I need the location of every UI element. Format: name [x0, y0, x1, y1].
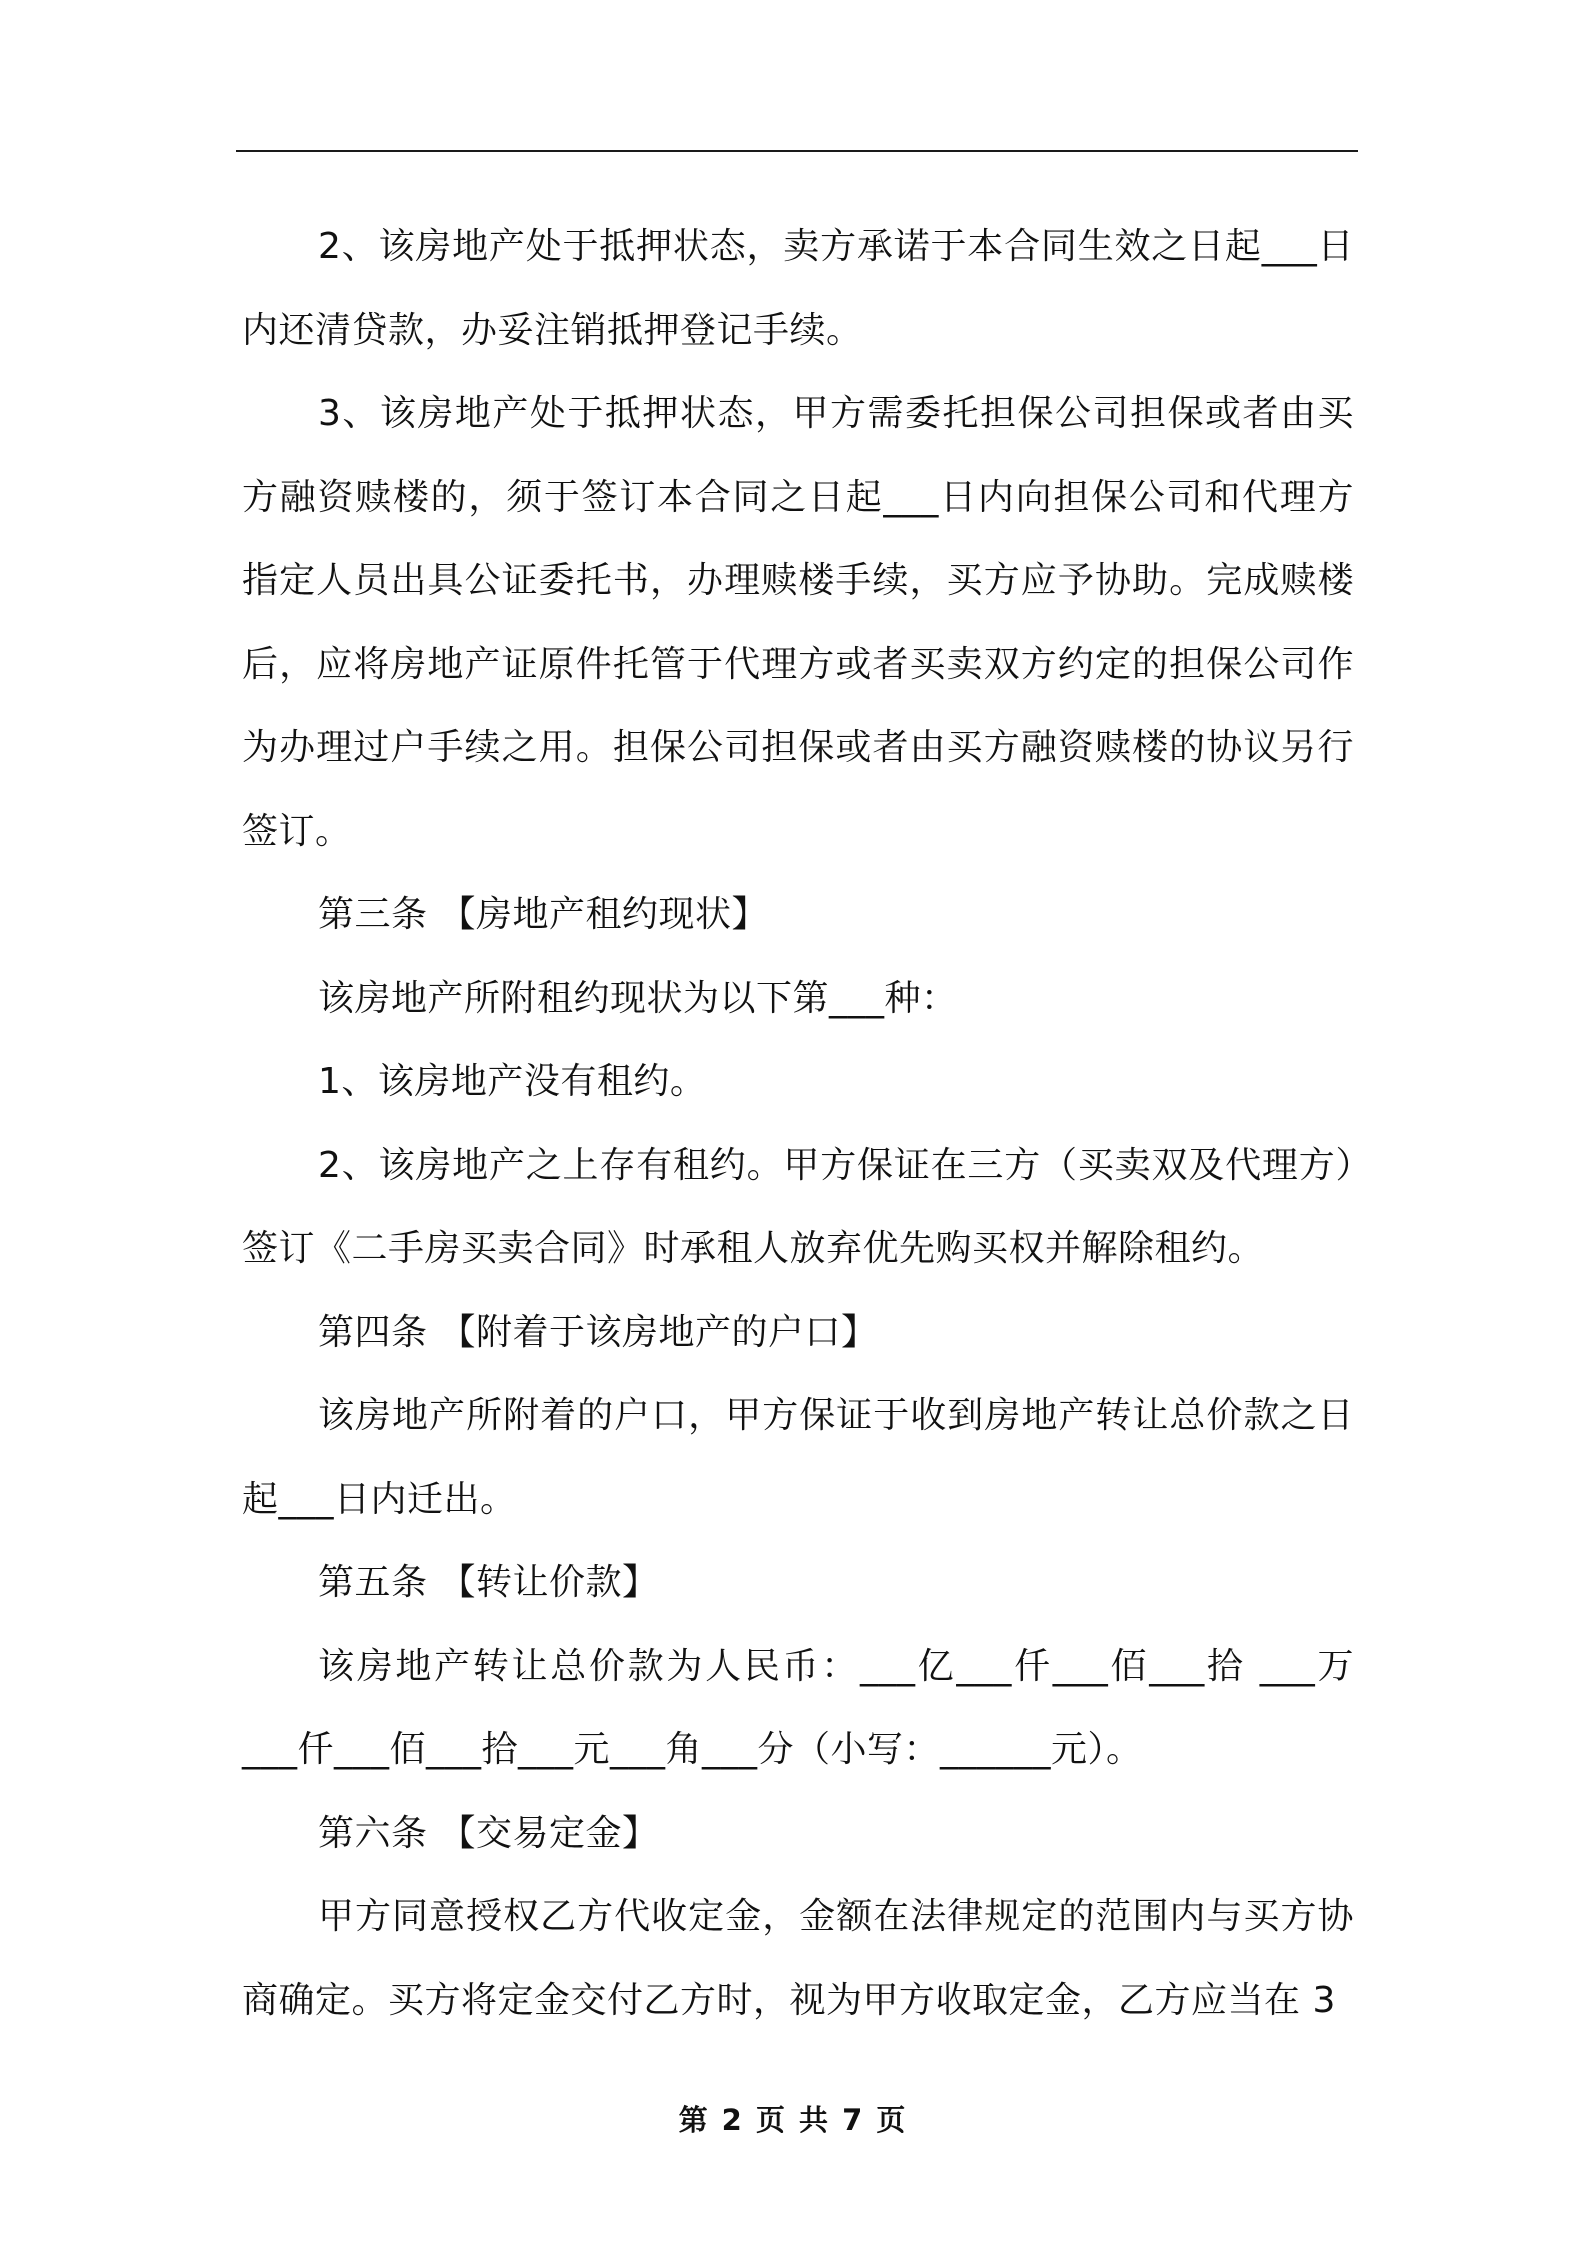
paragraph-transfer-price: 该房地产转让总价款为人民币：___亿___仟___佰___拾 ___万___仟___佰___拾___元___角___分（小写：______元）。	[242, 1645, 1354, 1770]
article-4-heading: 第四条 【附着于该房地产的户口】	[318, 1311, 878, 1353]
article-6-heading: 第六条 【交易定金】	[318, 1812, 659, 1854]
document-body	[242, 205, 1354, 2042]
paragraph-lease-status: 该房地产所附租约现状为以下第___种：	[318, 977, 958, 1019]
article-3-heading: 第三条 【房地产租约现状】	[318, 894, 768, 935]
page-indicator: 第 2 页 共 7 页	[678, 2103, 908, 2137]
header-divider	[236, 150, 1358, 152]
paragraph-household-registration: 该房地产所附着的户口，甲方保证于收到房地产转让总价款之日起___日内迁出。	[242, 1395, 1354, 1520]
paragraph-deposit: 甲方同意授权乙方代收定金，金额在法律规定的范围内与买方协商确定。买方将定金交付乙方时，视为甲方收取定金，乙方应当在 3	[242, 1896, 1354, 2021]
paragraph-clause-2: 2、该房地产处于抵押状态，卖方承诺于本合同生效之日起___日内还清贷款，办妥注销抵押登记手续。	[242, 226, 1354, 351]
paragraph-lease-option-2: 2、该房地产之上存有租约。甲方保证在三方（买卖双及代理方）签订《二手房买卖合同》时承租人放弃优先购买权并解除租约。	[242, 1144, 1354, 1269]
paragraph-lease-option-1: 1、该房地产没有租约。	[318, 1061, 707, 1102]
article-5-heading: 第五条 【转让价款】	[318, 1562, 659, 1603]
paragraph-clause-3: 3、该房地产处于抵押状态，甲方需委托担保公司担保或者由买方融资赎楼的，须于签订本合同之日起___日内向担保公司和代理方指定人员出具公证委托书，办理赎楼手续，买方应予协助。完成赎楼后，应将房地产证原件托管于代理方或者买卖双方约定的担保公司作为办理过户手续之用。担保公司担保或者由买方融资赎楼的协议另行签订。	[242, 393, 1354, 852]
